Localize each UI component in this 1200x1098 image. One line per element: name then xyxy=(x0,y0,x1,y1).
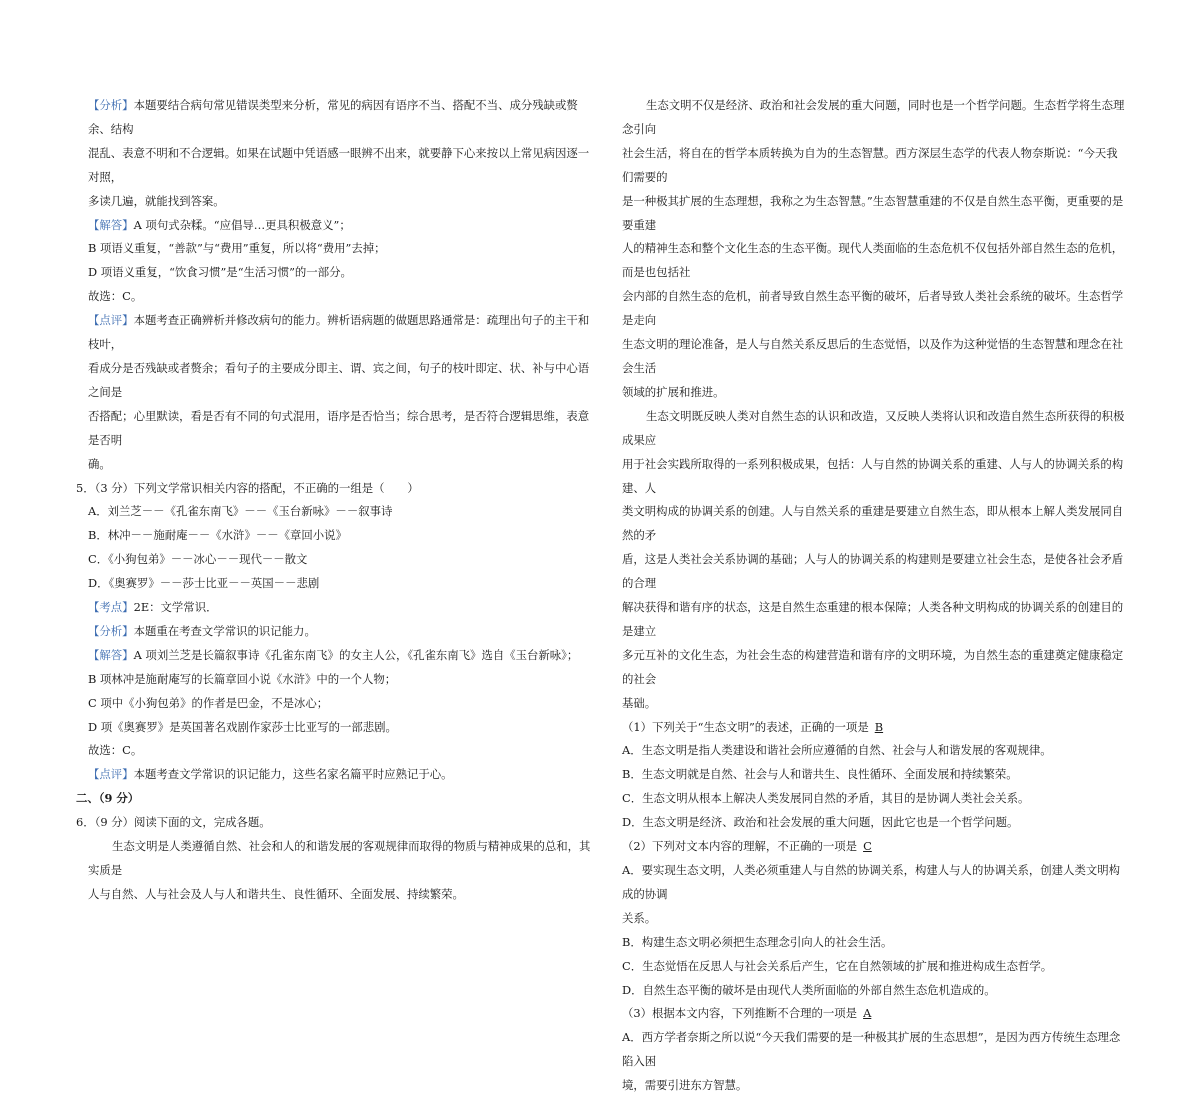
section-heading: 二、（9 分） xyxy=(76,791,140,806)
q4-analysis-line: 混乱、表意不明和不合逻辑。如果在试题中凭语感一眼辨不出来，就要静下心来按以上常见病因逐一对照， xyxy=(88,145,590,184)
left-column xyxy=(76,94,592,907)
q4-analysis-line: 多读几遍，就能找到答案。 xyxy=(88,193,225,208)
sq1-option-d: D．生态文明是经济、政治和社会发展的重大问题，因此它也是一个哲学问题。 xyxy=(622,815,1019,830)
sub-question-1-stem: （1）下列关于“生态文明”的表述，正确的一项是 B xyxy=(622,716,1126,740)
passage-line: 类文明构成的协调关系的创建。人与自然关系的重建是要建立自然生态，即从根本上解人类发展同自然的矛 xyxy=(622,504,1124,543)
passage-line: 基础。 xyxy=(622,695,657,710)
answer-tag: 【解答】 xyxy=(88,647,134,662)
sq1-option-b: B．生态文明就是自然、社会与人和谐共生、良性循环、全面发展和持续繁荣。 xyxy=(622,767,1018,782)
passage-line: 生态文明是人类遵循自然、社会和人的和谐发展的客观规律而取得的物质与精神成果的总和，其实质是 xyxy=(88,839,591,877)
passage-line: 领域的扩展和推进。 xyxy=(622,384,725,399)
sub-question-2-stem: （2）下列对文本内容的理解，不正确的一项是 C xyxy=(622,835,1126,859)
q5-answer-line: 【解答】A 项刘兰芝是长篇叙事诗《孔雀东南飞》的女主人公，《孔雀东南飞》选自《玉台新咏》； xyxy=(88,647,579,662)
answer-blank: C xyxy=(863,839,872,854)
passage-line: 盾，这是人类社会关系协调的基础；人与人的协调关系的构建则是要建立社会生态，是使各社会矛盾的合理 xyxy=(622,552,1124,591)
sq2-option-b: B．构建生态文明必须把生态理念引向人的社会生活。 xyxy=(622,934,893,949)
q4-answer-line: B 项语义重复，“善款”与“费用”重复，所以将“费用”去掉； xyxy=(88,241,386,256)
q4-comment-line: 看成分是否残缺或者赘余；看句子的主要成分即主、谓、宾之间，句子的枝叶即定、状、补与中心语之间是 xyxy=(88,360,590,399)
sub-question-3-stem: （3）根据本文内容，下列推断不合理的一项是 A xyxy=(622,1002,1126,1026)
q4-answer-line: 故选：C。 xyxy=(88,289,143,304)
passage-line: 会内部的自然生态的危机，前者导致自然生态平衡的破坏，后者导致人类社会系统的破坏。生态哲学是走向 xyxy=(622,289,1124,328)
q5-answer-line: D 项《奥赛罗》是英国著名戏剧作家莎士比亚写的一部悲剧。 xyxy=(88,719,397,734)
q5-answer-line: B 项林冲是施耐庵写的长篇章回小说《水浒》中的一个人物； xyxy=(88,671,397,686)
sq2-option-d: D．自然生态平衡的破坏是由现代人类所面临的外部自然生态危机造成的。 xyxy=(622,982,996,997)
passage-line: 生态文明的理论准备，是人与自然关系反思后的生态觉悟，以及作为这种觉悟的生态智慧和理念在社会生活 xyxy=(622,337,1124,375)
q5-stem: 5．（3 分）下列文学常识相关内容的搭配，不正确的一组是（ ） xyxy=(76,480,419,495)
answer-blank: B xyxy=(874,719,884,734)
q5-comment-line: 【点评】本题考查文学常识的识记能力，这些名家名篇平时应熟记于心。 xyxy=(88,767,453,782)
sq3-option-a: A．西方学者奈斯之所以说“今天我们需要的是一种极其扩展的生态思想”，是因为西方传统生态理念陷入困 xyxy=(622,1030,1121,1069)
point-tag: 【考点】 xyxy=(88,600,134,615)
sq1-option-c: C．生态文明从根本上解决人类发展同自然的矛盾，其目的是协调人类社会关系。 xyxy=(622,791,1030,806)
right-column xyxy=(622,94,1126,1098)
analysis-tag: 【分析】 xyxy=(88,623,134,638)
sq2-option-c: C．生态觉悟在反思人与社会关系后产生，它在自然领域的扩展和推进构成生态哲学。 xyxy=(622,958,1053,973)
q5-answer-line: C 项中《小狗包弟》的作者是巴金，不是冰心； xyxy=(88,695,329,710)
q5-option-c: C．《小狗包弟》－－冰心－－现代－－散文 xyxy=(88,552,308,567)
q4-comment-line: 【点评】本题考查正确辨析并修改病句的能力。辨析语病题的做题思路通常是：疏理出句子的主干和枝叶， xyxy=(88,313,590,352)
q4-answer-line: 【解答】A 项句式杂糅。“应倡导…更具积极意义”； xyxy=(88,217,351,232)
q5-point-line: 【考点】2E：文学常识． xyxy=(88,600,218,615)
passage-line: 解决获得和谐有序的状态，这是自然生态重建的根本保障；人类各种文明构成的协调关系的创建目的是建立 xyxy=(622,600,1124,638)
q5-option-b: B．林冲－－施耐庵－－《水浒》－－《章回小说》 xyxy=(88,528,347,543)
q5-option-a: A．刘兰芝－－《孔雀东南飞》－－《玉台新咏》－－叙事诗 xyxy=(88,504,393,519)
q5-answer-line: 故选：C。 xyxy=(88,743,143,758)
comment-tag: 【点评】 xyxy=(88,313,134,328)
answer-tag: 【解答】 xyxy=(88,217,134,232)
q5-option-d: D．《奥赛罗》－－莎士比亚－－英国－－悲剧 xyxy=(88,576,320,591)
passage-line: 人的精神生态和整个文化生态的生态平衡。现代人类面临的生态危机不仅包括外部自然生态的危机，而是也包括社 xyxy=(622,241,1124,280)
passage-line: 人与自然、人与社会及人与人和谐共生、良性循环、全面发展、持续繁荣。 xyxy=(88,886,464,901)
passage-line: 是一种极其扩展的生态理想，我称之为生态智慧。”生态智慧重建的不仅是自然生态平衡，更重要的是要重建 xyxy=(622,193,1124,232)
q4-comment-line: 否搭配；心里默读，看是否有不同的句式混用，语序是否恰当；综合思考，是否符合逻辑思维，表意是否明 xyxy=(88,408,590,447)
sq1-option-a: A．生态文明是指人类建设和谐社会所应遵循的自然、社会与人和谐发展的客观规律。 xyxy=(622,743,1052,758)
passage-line: 用于社会实践所取得的一系列积极成果，包括：人与自然的协调关系的重建、人与人的协调关系的构建、人 xyxy=(622,456,1124,495)
sq2-option-a-cont: 关系。 xyxy=(622,910,657,925)
comment-tag: 【点评】 xyxy=(88,767,134,782)
q4-comment-line: 确。 xyxy=(88,456,111,471)
q4-analysis-line: 【分析】本题要结合病句常见错误类型来分析，常见的病因有语序不当、搭配不当、成分残缺或赘余、结构 xyxy=(88,98,578,136)
sq2-option-a: A．要实现生态文明，人类必须重建人与自然的协调关系，构建人与人的协调关系，创建人类文明构成的协调 xyxy=(622,863,1121,901)
q5-analysis-line: 【分析】本题重在考查文学常识的识记能力。 xyxy=(88,623,316,638)
passage-line: 多元互补的文化生态，为社会生态的构建营造和谐有序的文明环境，为自然生态的重建奠定健康稳定的社会 xyxy=(622,647,1124,686)
answer-blank: A xyxy=(863,1006,872,1021)
q6-stem: 6．（9 分）阅读下面的文，完成各题。 xyxy=(76,815,271,830)
q4-answer-line: D 项语义重复，“饮食习惯”是“生活习惯”的一部分。 xyxy=(88,265,352,280)
sq3-option-a-cont: 境，需要引进东方智慧。 xyxy=(622,1078,748,1093)
passage-line: 社会生活，将自在的哲学本质转换为自为的生态智慧。西方深层生态学的代表人物奈斯说：“今天我们需要的 xyxy=(622,145,1118,184)
passage-line: 生态文明既反映人类对自然生态的认识和改造，又反映人类将认识和改造自然生态所获得的积极成果应 xyxy=(622,408,1125,447)
passage-line: 生态文明不仅是经济、政治和社会发展的重大问题，同时也是一个哲学问题。生态哲学将生态理念引向 xyxy=(622,98,1125,136)
analysis-tag: 【分析】 xyxy=(88,98,134,112)
